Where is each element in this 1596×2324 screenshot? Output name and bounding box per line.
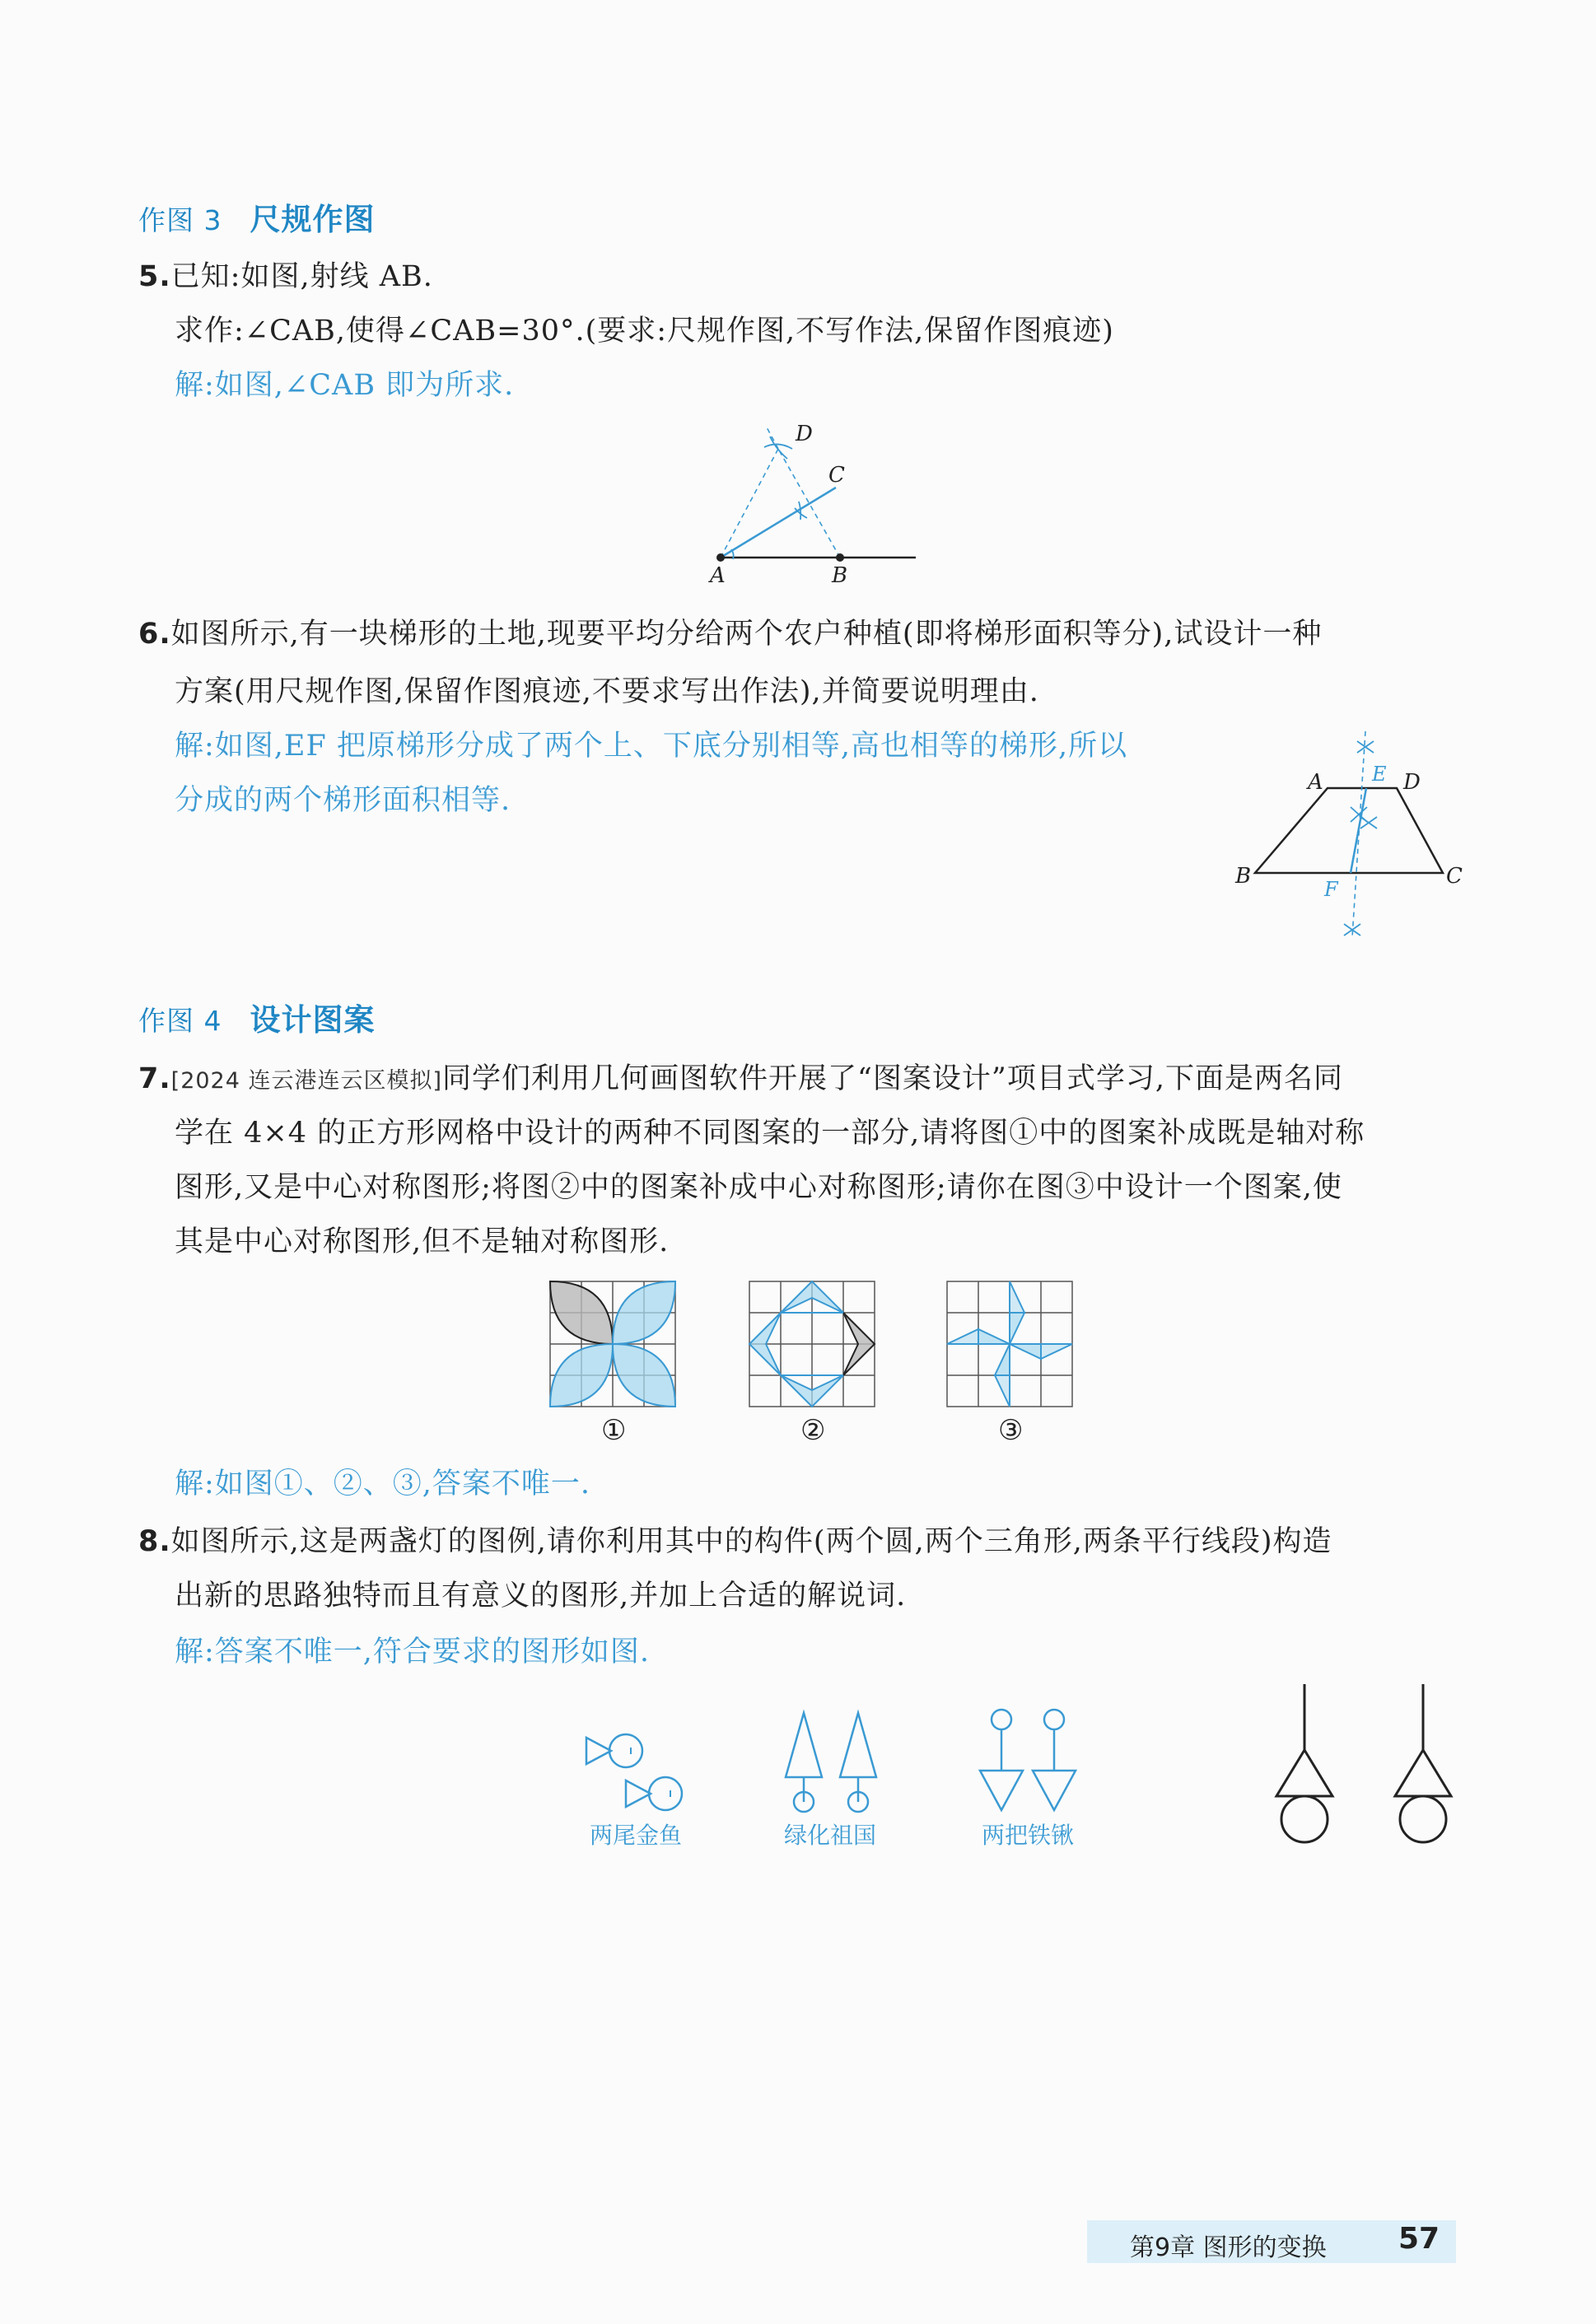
trapezoid-figure xyxy=(1235,725,1466,955)
caption-3: ③ xyxy=(998,1414,1024,1447)
section-heading-4 xyxy=(138,995,376,1039)
answer-label: 解 xyxy=(175,1468,205,1500)
question-7-line-4: 其是中心对称图形,但不是轴对称图形. xyxy=(175,1225,670,1258)
question-text: 已知:如图,射线 AB. xyxy=(170,260,433,293)
arc-mark-d2 xyxy=(770,436,787,459)
question-6-line-2: 方案(用尺规作图,保留作图痕迹,不要求写出作法),并简要说明理由. xyxy=(175,675,1039,708)
petal-bottom-right xyxy=(613,1344,675,1407)
question-6-answer-line-1 xyxy=(175,723,1127,764)
trapezoid-abcd xyxy=(1255,788,1443,873)
question-7-line-3: 图形,又是中心对称图形;将图②中的图案补成中心对称图形;请你在图③中设计一个图案,使 xyxy=(175,1171,1342,1204)
goldfish-figure xyxy=(576,1721,708,1853)
caption-1: ① xyxy=(601,1414,627,1447)
label-a: A xyxy=(710,563,726,588)
label-f: F xyxy=(1324,878,1338,901)
question-6-answer-line-2: 分成的两个梯形面积相等. xyxy=(175,784,511,817)
bisector-line xyxy=(1352,731,1365,937)
question-number: 6. xyxy=(138,618,171,651)
segment-ef xyxy=(1351,788,1366,873)
label-a: A xyxy=(1308,770,1323,795)
page-number: 57 xyxy=(1398,2222,1440,2256)
caption-2: ② xyxy=(800,1414,826,1447)
question-number: 5. xyxy=(138,260,171,293)
question-text: 如图所示,这是两盏灯的图例,请你利用其中的构件(两个圆,两个三角形,两条平行线段)构造 xyxy=(170,1525,1332,1558)
answer-text: :如图,∠CAB 即为所求. xyxy=(204,369,515,402)
answer-label: 解 xyxy=(175,369,205,402)
lamp-legend-figure xyxy=(1260,1684,1474,1857)
label-b: B xyxy=(832,563,848,588)
question-5-line-2: 求作:∠CAB,使得∠CAB=30°.(要求:尺规作图,不写作法,保留作图痕迹) xyxy=(175,315,1114,348)
caption-shovels: 两把铁锹 xyxy=(982,1822,1075,1849)
windmill-blade-4 xyxy=(978,1329,1010,1344)
angle-construction-figure xyxy=(692,416,922,589)
windmill-outer-2 xyxy=(1041,1344,1072,1359)
question-7-line-1 xyxy=(138,1056,1343,1097)
answer-label: 解 xyxy=(175,730,205,763)
section-title: 设计图案 xyxy=(250,1002,376,1038)
point-b xyxy=(836,553,844,562)
grid-figure-3 xyxy=(947,1281,1079,1446)
point-a xyxy=(716,553,725,562)
section-number: 作图 4 xyxy=(138,1005,222,1037)
question-text: 同学们利用几何画图软件开展了“图案设计”项目式学习,下面是两名同 xyxy=(442,1062,1343,1095)
petal-top-left xyxy=(550,1281,613,1344)
answer-text: :如图①、②、③,答案不唯一. xyxy=(204,1468,591,1500)
question-7-answer xyxy=(175,1461,590,1502)
shovels-figure xyxy=(972,1705,1104,1853)
question-7-line-2: 学在 4×4 的正方形网格中设计的两种不同图案的一部分,请将图①中的图案补成既是轴对称 xyxy=(175,1117,1365,1150)
question-5-answer xyxy=(175,362,514,404)
windmill-blade-1 xyxy=(1010,1313,1024,1344)
label-c: C xyxy=(828,463,845,488)
answer-text: :答案不唯一,符合要求的图形如图. xyxy=(204,1636,651,1668)
section-number: 作图 3 xyxy=(138,204,222,236)
caption-goldfish: 两尾金鱼 xyxy=(590,1822,683,1849)
caption-greening: 绿化祖国 xyxy=(784,1822,877,1849)
label-e: E xyxy=(1372,763,1387,786)
ray-ac xyxy=(721,488,836,558)
question-text: 如图所示,有一块梯形的土地,现要平均分给两个农户种植(即将梯形面积等分),试设计一种 xyxy=(170,618,1323,651)
question-8-line-1 xyxy=(138,1519,1332,1560)
petal-bottom-left xyxy=(550,1344,613,1407)
answer-text: :如图,EF 把原梯形分成了两个上、下底分别相等,高也相等的梯形,所以 xyxy=(204,730,1128,763)
greening-figure xyxy=(774,1705,906,1853)
arc-mark-top xyxy=(1357,741,1374,753)
windmill-blade-3 xyxy=(995,1344,1010,1375)
label-b: B xyxy=(1235,864,1252,889)
label-c: C xyxy=(1446,864,1463,889)
question-8-answer xyxy=(175,1629,650,1670)
windmill-outer-1 xyxy=(1010,1281,1024,1313)
question-source: [2024 连云港连云区模拟] xyxy=(170,1068,443,1094)
page-footer xyxy=(1087,2220,1456,2263)
question-6-line-1 xyxy=(138,611,1322,652)
answer-label: 解 xyxy=(175,1636,205,1668)
chapter-title: 第9章 图形的变换 xyxy=(1130,2233,1327,2262)
windmill-outer-3 xyxy=(995,1375,1010,1407)
label-d: D xyxy=(1403,770,1421,795)
label-d: D xyxy=(796,422,813,446)
grid-figure-2 xyxy=(749,1281,881,1446)
grid-figure-1 xyxy=(550,1281,682,1446)
question-number: 8. xyxy=(138,1525,171,1558)
arc-mark-mid2 xyxy=(1360,817,1377,828)
section-title: 尺规作图 xyxy=(250,202,376,237)
question-8-line-2: 出新的思路独特而且有意义的图形,并加上合适的解说词. xyxy=(175,1580,907,1612)
section-heading-3 xyxy=(138,194,376,239)
petal-top-right xyxy=(613,1281,675,1344)
question-number: 7. xyxy=(138,1062,171,1095)
question-5-line-1 xyxy=(138,254,433,295)
windmill-blade-2 xyxy=(1010,1344,1041,1359)
windmill-outer-4 xyxy=(947,1329,978,1344)
